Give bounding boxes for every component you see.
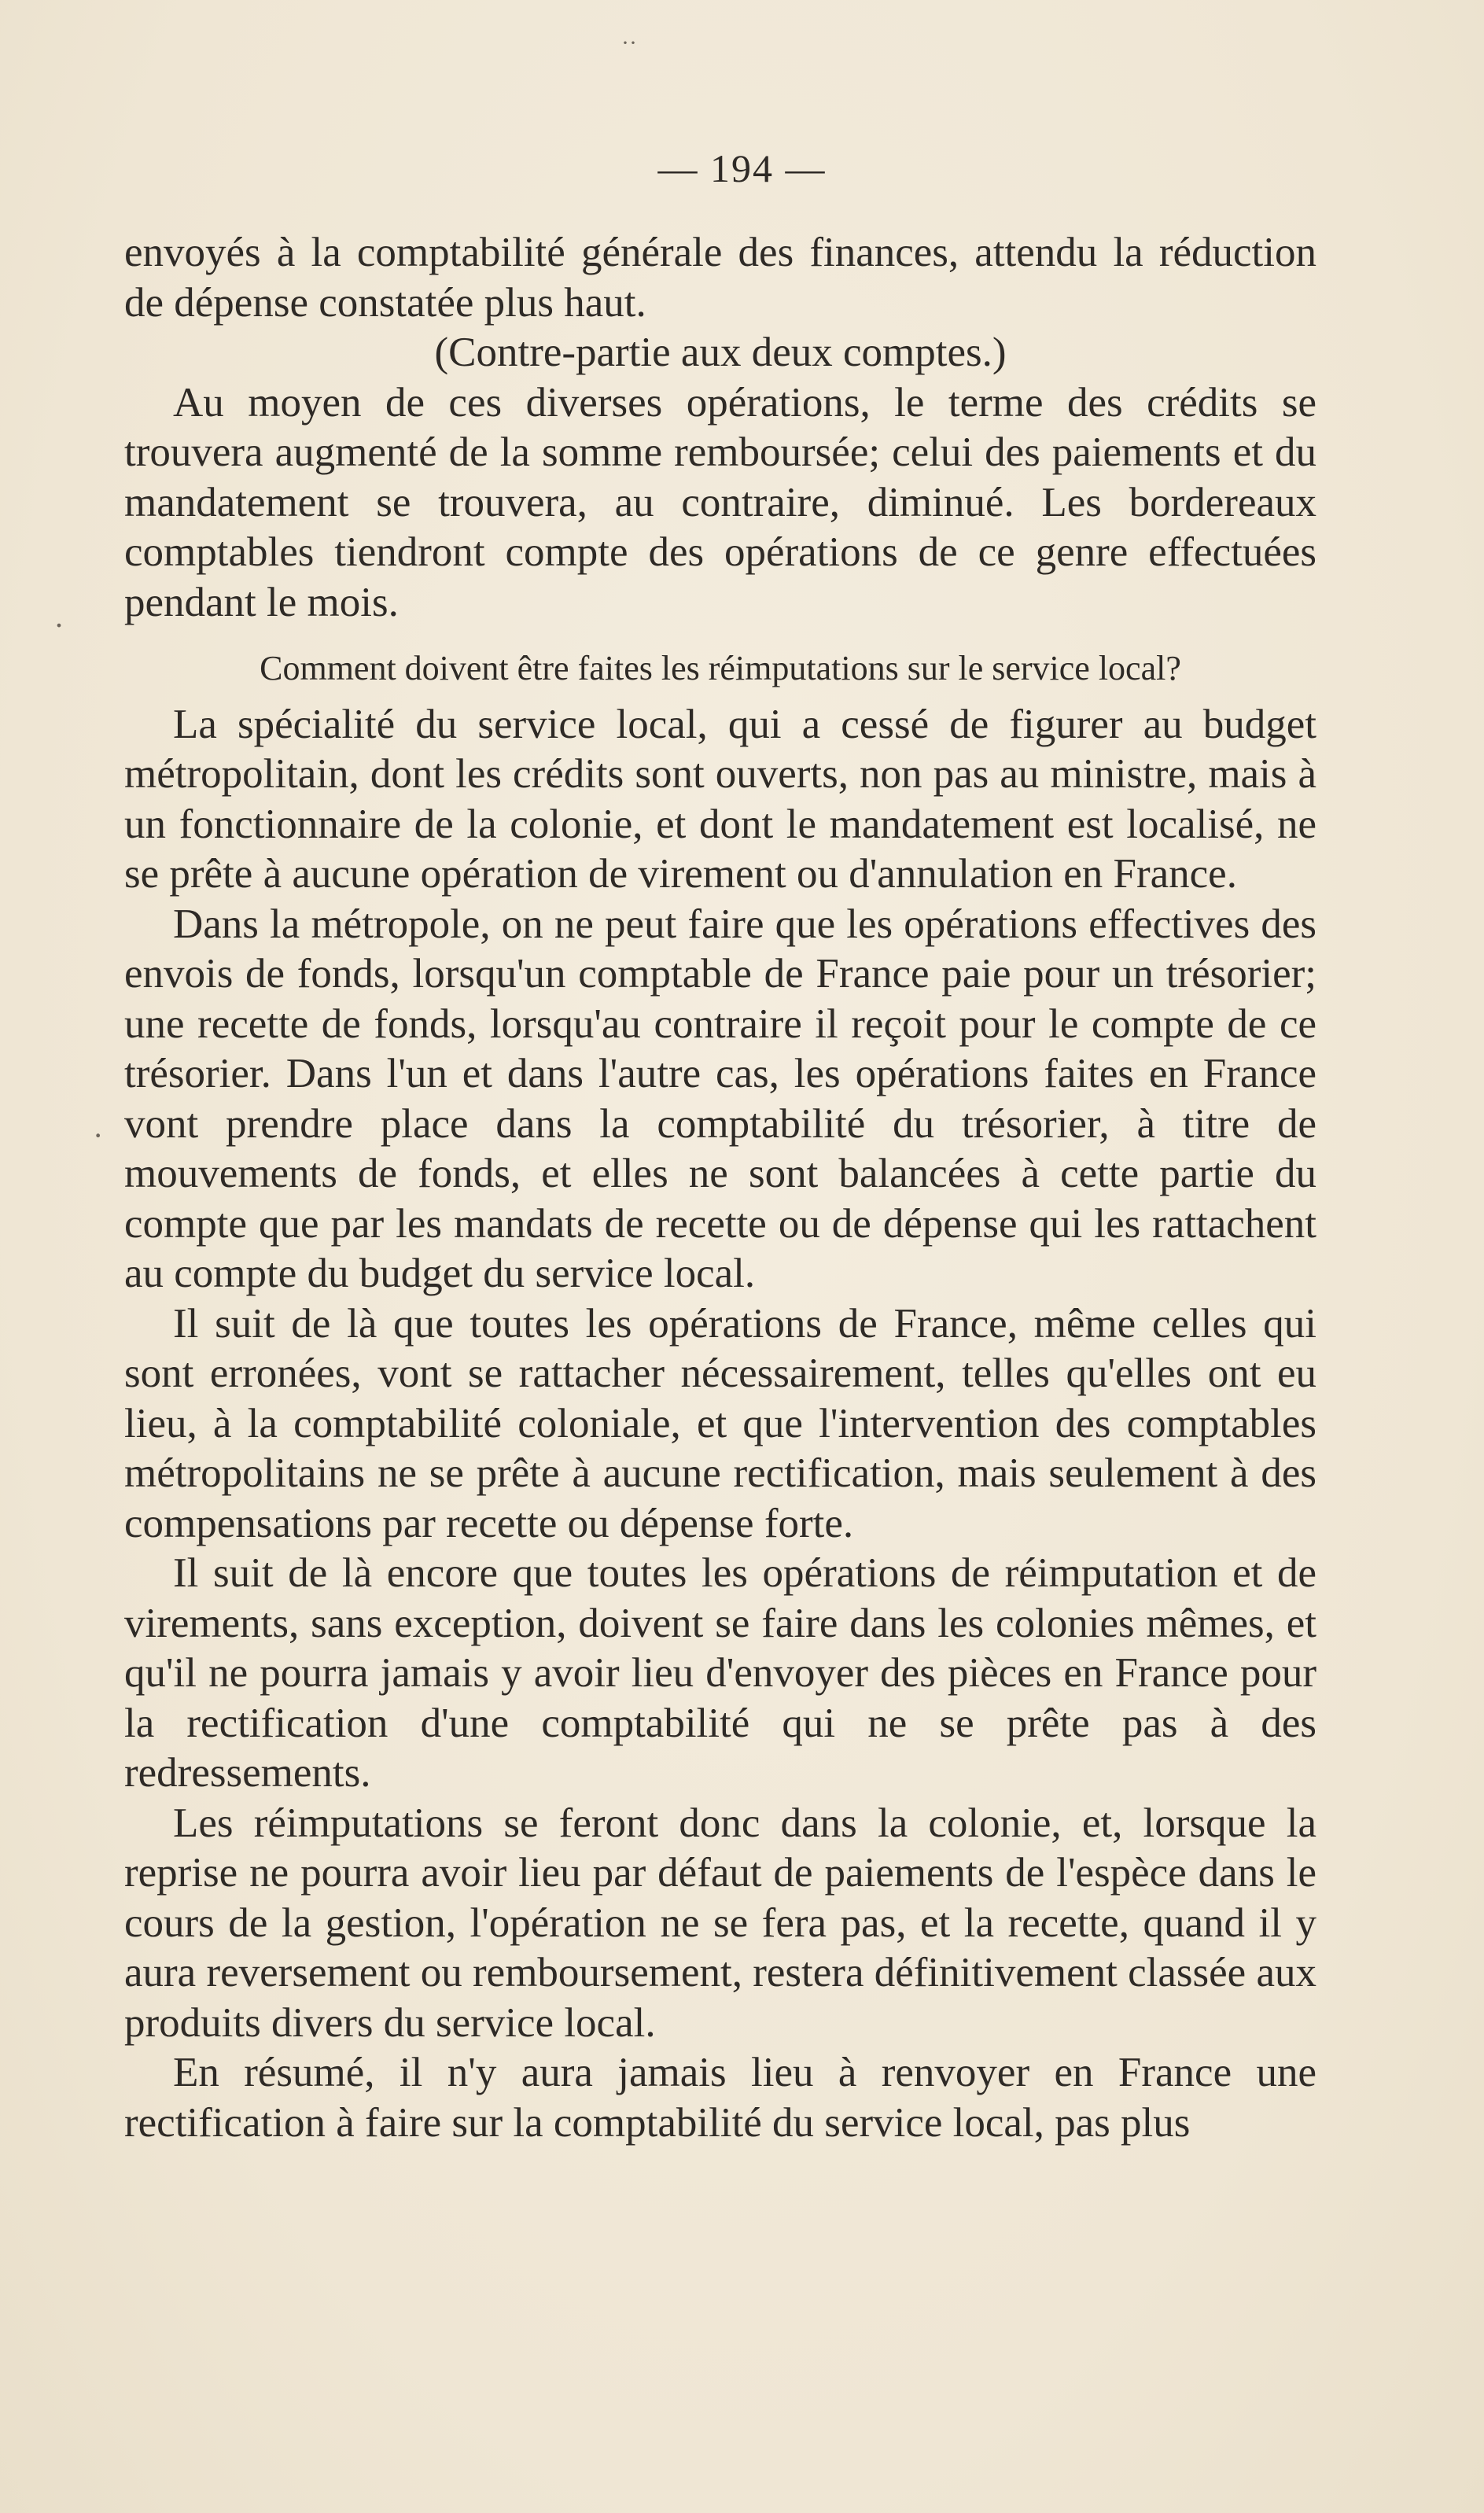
section-heading: Comment doivent être faites les réimputations sur le service local? — [260, 649, 1181, 687]
stray-mark: . — [55, 599, 63, 634]
paragraph: La spécialité du service local, qui a cessé de figurer au budget métropolitain, dont les crédits sont ouverts, non pas au ministre, mais à un fonctionnaire de la colonie, et dont le mandatement est localisé, ne se prête à aucune opération de virement ou d'annulation en France. — [124, 701, 1316, 897]
stray-mark: ·· — [621, 30, 637, 56]
paragraph: En résumé, il n'y aura jamais lieu à renvoyer en France une rectification à faire sur la comptabilité du service local, pas plus — [124, 2050, 1316, 2146]
paragraph: envoyés à la comptabilité générale des finances, attendu la réduction de dépense constatée plus haut. — [124, 230, 1316, 326]
parenthetical-note: (Contre-partie aux deux comptes.) — [434, 330, 1007, 375]
paragraph: Dans la métropole, on ne peut faire que les opérations effectives des envois de fonds, lorsqu'un comptable de France paie pour un trésorier; une recette de fonds, lorsqu'au contraire il reçoit pour le compte de ce trésorier. Dans l'un et dans l'autre cas, les opérations faites en France vont prendre place dans la comptabilité du trésorier, à titre de mouvements de fonds, et elles ne sont balancées à cette partie du compte que par les mandats de recette ou de dépense qui les rattachent au compte du budget du service local. — [124, 901, 1316, 1296]
page-number: — 194 — — [657, 146, 827, 190]
body-text — [124, 228, 1316, 2148]
paragraph: Il suit de là encore que toutes les opérations de réimputation et de virements, sans exception, doivent se faire dans les colonies mêmes, et qu'il ne pourra jamais y avoir lieu d'envoyer des pièces en France pour la rectification d'une comptabilité qui ne se prête pas à des redressements. — [124, 1550, 1316, 1796]
paragraph: Au moyen de ces diverses opérations, le terme des crédits se trouvera augmenté de la somme remboursée; celui des paiements et du mandatement se trouvera, au contraire, diminué. Les bordereaux comptables tiendront compte des opérations de ce genre effectuées pendant le mois. — [124, 379, 1316, 625]
stray-mark: · — [93, 1118, 104, 1153]
paragraph: Il suit de là que toutes les opérations de France, même celles qui sont erronées, vont se rattacher nécessairement, telles qu'elles ont eu lieu, à la comptabilité coloniale, et que l'intervention des comptables métropolitains ne se prête à aucune rectification, mais seulement à des compensations par recette ou dépense forte. — [124, 1300, 1316, 1546]
paragraph: Les réimputations se feront donc dans la colonie, et, lorsque la reprise ne pourra avoir lieu par défaut de paiements de l'espèce dans le cours de la gestion, l'opération ne se fera pas, et la recette, quand il y aura reversement ou remboursement, restera définitivement classée aux produits divers du service local. — [124, 1800, 1316, 2046]
